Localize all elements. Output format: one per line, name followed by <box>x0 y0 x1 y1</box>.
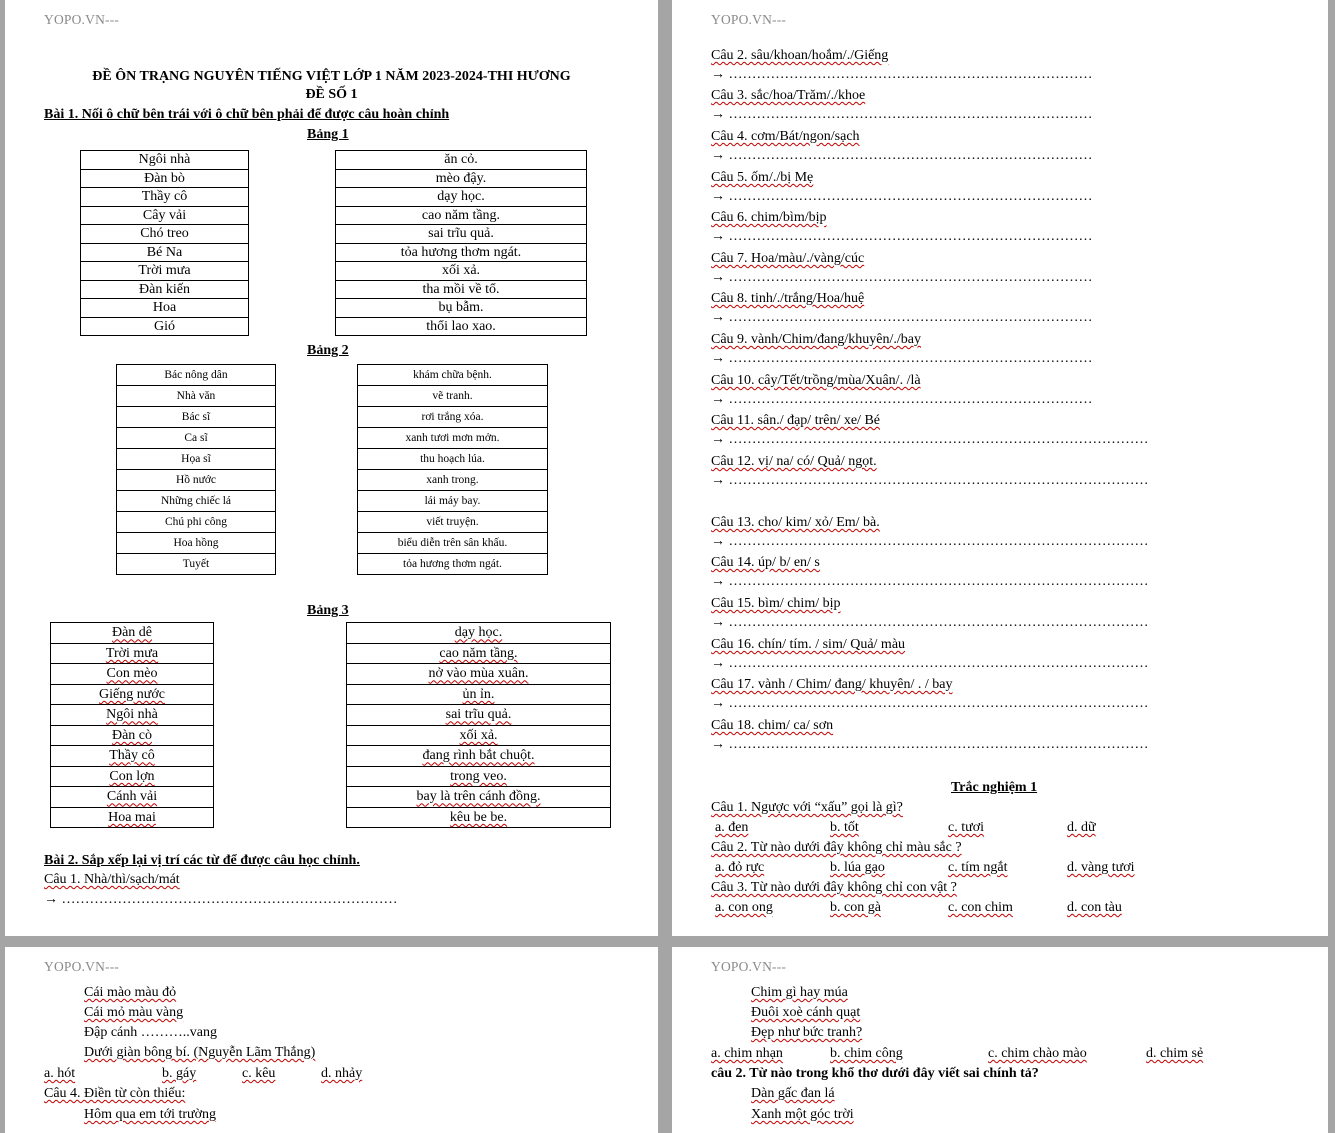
table-row <box>81 243 249 262</box>
table-cell <box>51 807 214 828</box>
table-cell <box>81 206 249 225</box>
table-row <box>358 365 548 386</box>
poem-line: Chim gì hay múa <box>751 985 848 1000</box>
document-page-4 <box>672 947 1328 1133</box>
table-cell <box>336 225 587 244</box>
cell-text: Chú phi công <box>165 516 227 528</box>
table-row <box>336 262 587 281</box>
table-row <box>358 512 548 533</box>
table-row <box>336 151 587 170</box>
question-10: Câu 10. cây/Tết/trồng/mùa/Xuân/. /là <box>711 373 921 388</box>
answer-line: → …………………………………………………………………… <box>711 107 1093 122</box>
table-cell <box>51 746 214 767</box>
table-row <box>81 299 249 318</box>
table-row <box>336 280 587 299</box>
question-4: Câu 4. cơm/Bát/ngon/sạch <box>711 129 860 144</box>
table-row <box>117 428 276 449</box>
answer-line: → ……………………………………………………………………………… <box>711 574 1149 589</box>
cell-text: bụ bẫm. <box>438 300 484 316</box>
quiz-question-3: Câu 3. Từ nào dưới đây không chỉ con vật ? <box>711 880 957 895</box>
table-row <box>358 533 548 554</box>
cell-text: xanh tươi mơn mởn. <box>405 432 500 444</box>
table-row <box>117 512 276 533</box>
table-2-label: Bảng 2 <box>307 343 349 358</box>
table-cell <box>51 787 214 808</box>
document-page-2 <box>672 0 1328 936</box>
table-row <box>51 725 214 746</box>
page-header-watermark: YOPO.VN--- <box>44 12 120 27</box>
table-cell <box>117 554 276 575</box>
quiz-title: Trắc nghiệm 1 <box>951 780 1038 795</box>
table-row <box>51 623 214 644</box>
table-row <box>81 151 249 170</box>
table-cell <box>347 807 611 828</box>
question-17: Câu 17. vành / Chim/ đang/ khuyên/ . / bay <box>711 677 953 692</box>
cell-text: Trời mưa <box>138 263 191 279</box>
page-header-watermark: YOPO.VN--- <box>44 959 120 974</box>
table-row <box>51 746 214 767</box>
quiz-option: c. tươi <box>948 820 984 835</box>
table-cell <box>51 623 214 644</box>
answer-line: → ……………………………………………………………………………… <box>711 656 1149 671</box>
table-row <box>81 169 249 188</box>
question-2: Câu 2. sâu/khoan/hoắm/./Giếng <box>711 48 889 63</box>
table-row <box>81 225 249 244</box>
cell-text: tha mồi về tổ. <box>422 281 500 297</box>
answer-line: → ……………………………………………………………………………… <box>711 737 1149 752</box>
answer-line: → …………………………………………………………………… <box>711 67 1093 82</box>
cell-text: vẽ tranh. <box>432 390 473 402</box>
table-row <box>336 206 587 225</box>
cell-text: Trời mưa <box>105 645 159 661</box>
option-c: c. chim chào mào <box>988 1046 1087 1061</box>
cell-text: Chó treo <box>140 226 189 242</box>
quiz-option: d. vàng tươi <box>1067 860 1135 875</box>
cell-text: Hồ nước <box>175 474 217 486</box>
quiz-question-2: Câu 2. Từ nào dưới đây không chỉ màu sắc ? <box>711 840 962 855</box>
table-row <box>51 705 214 726</box>
table-row <box>358 554 548 575</box>
page-header-watermark: YOPO.VN--- <box>711 959 787 974</box>
table-cell <box>358 554 548 575</box>
cell-text: Đàn dê <box>111 625 153 641</box>
cell-text: thu hoạch lúa. <box>420 453 485 465</box>
table-row <box>117 470 276 491</box>
quiz-option: b. lúa gạo <box>830 860 885 875</box>
poem-line: Đập cánh ………..vang <box>84 1025 217 1040</box>
table-cell <box>336 151 587 170</box>
answer-line: → …………………………………………………………………… <box>711 392 1093 407</box>
table-1-right <box>335 150 587 336</box>
answer-line: → ……………………………………………………………………………… <box>711 534 1149 549</box>
question-16: Câu 16. chín/ tím. / sim/ Quả/ màu <box>711 637 906 652</box>
table-row <box>358 449 548 470</box>
table-cell <box>51 664 214 685</box>
table-row <box>336 299 587 318</box>
cell-text: Gió <box>154 318 175 334</box>
poem-line: Đuôi xoè cánh quạt <box>751 1005 861 1020</box>
cell-text: Đàn bò <box>144 170 185 186</box>
quiz-option: d. con tàu <box>1067 900 1122 915</box>
option-a: a. chim nhạn <box>711 1046 783 1061</box>
table-cell <box>81 151 249 170</box>
table-cell <box>347 664 611 685</box>
cell-text: Nhà văn <box>176 390 216 402</box>
question-18: Câu 18. chim/ ca/ sơn <box>711 718 834 733</box>
quiz-option: c. con chim <box>948 900 1013 915</box>
cell-text: Hoa <box>152 300 177 316</box>
answer-line: → …………………………………………………………………… <box>711 270 1093 285</box>
table-cell <box>358 386 548 407</box>
document-title: ĐỀ ÔN TRẠNG NGUYÊN TIẾNG VIỆT LỚP 1 NĂM 2023-2024-THI HƯƠNG <box>92 69 571 84</box>
table-cell <box>336 243 587 262</box>
cell-text: Con mèo <box>106 666 158 682</box>
table-row <box>81 206 249 225</box>
cell-text: sai trĩu quả. <box>445 707 512 723</box>
table-cell <box>347 766 611 787</box>
cell-text: xối xả. <box>441 263 481 279</box>
table-row <box>117 491 276 512</box>
table-row <box>347 787 611 808</box>
table-cell <box>347 705 611 726</box>
cell-text: sai trĩu quả. <box>428 226 494 242</box>
table-row <box>81 188 249 207</box>
cell-text: biểu diễn trên sân khấu. <box>397 537 508 549</box>
cell-text: Thầy cô <box>109 748 155 764</box>
question-15: Câu 15. bìm/ chim/ bịp <box>711 596 841 611</box>
cell-text: mèo đậy. <box>435 170 487 186</box>
table-row <box>336 243 587 262</box>
cell-text: Giếng nước <box>99 686 165 702</box>
cell-text: Ca sĩ <box>184 432 208 444</box>
table-row <box>117 554 276 575</box>
cell-text: Bác nông dân <box>164 369 228 381</box>
question-11: Câu 11. sân./ đạp/ trên/ xe/ Bé <box>711 413 880 428</box>
cell-text: Đàn cò <box>111 727 153 743</box>
table-cell <box>81 317 249 336</box>
table-3-label: Bảng 3 <box>307 603 349 618</box>
cell-text: Ngôi nhà <box>138 152 191 168</box>
table-3-right <box>346 622 611 828</box>
cell-text: xanh trong. <box>426 474 479 486</box>
cell-text: Con lợn <box>109 768 155 784</box>
option-b: b. gáy <box>162 1066 197 1081</box>
table-cell <box>81 299 249 318</box>
quiz-option: c. tím ngắt <box>948 860 1008 875</box>
cell-text: ăn cỏ. <box>444 152 478 168</box>
table-row <box>51 643 214 664</box>
table-row <box>51 807 214 828</box>
table-cell <box>358 491 548 512</box>
cell-text: Cây vải <box>142 207 187 223</box>
table-row <box>347 807 611 828</box>
table-cell <box>347 725 611 746</box>
table-row <box>347 766 611 787</box>
table-cell <box>117 365 276 386</box>
table-row <box>51 787 214 808</box>
table-row <box>81 262 249 281</box>
cell-text: tỏa hương thơm ngát. <box>400 244 522 260</box>
cell-text: đang rình bắt chuột. <box>422 748 535 764</box>
quiz-option: a. đen <box>715 820 749 835</box>
table-cell <box>336 280 587 299</box>
cell-text: Ngôi nhà <box>106 707 158 723</box>
table-cell <box>117 407 276 428</box>
quiz-option: d. dữ <box>1067 820 1096 835</box>
table-cell <box>117 533 276 554</box>
table-cell <box>358 449 548 470</box>
option-b: b. chim công <box>830 1046 903 1061</box>
answer-line: → ……………………………………………………………………………… <box>711 473 1149 488</box>
table-cell <box>347 746 611 767</box>
table-cell <box>81 280 249 299</box>
table-row <box>81 280 249 299</box>
cell-text: viết truyện. <box>426 516 479 528</box>
table-cell <box>336 188 587 207</box>
question-9: Câu 9. vành/Chim/đang/khuyên/./bay <box>711 332 921 347</box>
question-3: Câu 3. sắc/hoa/Trăm/./khoe <box>711 88 866 103</box>
table-cell <box>347 787 611 808</box>
cell-text: xối xả. <box>459 727 498 743</box>
poem-line: Xanh một góc trời <box>751 1107 854 1122</box>
table-cell <box>358 470 548 491</box>
quiz-option: a. đỏ rực <box>715 860 765 875</box>
answer-line: → …………………………………………………………………… <box>711 351 1093 366</box>
table-cell <box>358 533 548 554</box>
table-cell <box>336 317 587 336</box>
cell-text: kêu be be. <box>449 809 508 825</box>
table-row <box>51 684 214 705</box>
answer-line: → …………………………………………………………………… <box>711 148 1093 163</box>
table-cell <box>336 299 587 318</box>
option-a: a. hót <box>44 1066 76 1081</box>
poem-line: Cái mỏ màu vàng <box>84 1005 184 1020</box>
option-d: d. nhảy <box>321 1066 363 1081</box>
quiz-option: b. tốt <box>830 820 859 835</box>
table-row <box>81 317 249 336</box>
table-cell <box>347 623 611 644</box>
answer-line: → ……………………………………………………………………………… <box>711 432 1149 447</box>
cell-text: Hoa hồng <box>173 537 219 549</box>
cell-text: lái máy bay. <box>424 495 481 507</box>
table-cell <box>51 643 214 664</box>
question-4: Câu 4. Điền từ còn thiếu: <box>44 1086 186 1101</box>
poem-line: Dàn gấc đan lá <box>751 1086 835 1101</box>
table-cell <box>117 428 276 449</box>
cell-text: Bác sĩ <box>181 411 211 423</box>
question-12: Câu 12. vị/ na/ có/ Quả/ ngọt. <box>711 454 877 469</box>
cell-text: khám chữa bệnh. <box>413 369 492 381</box>
cell-text: Tuyết <box>182 558 210 570</box>
cell-text: trong veo. <box>450 768 507 784</box>
table-row <box>347 725 611 746</box>
table-row <box>358 491 548 512</box>
table-cell <box>81 188 249 207</box>
table-cell <box>51 766 214 787</box>
question-13: Câu 13. cho/ kim/ xỏ/ Em/ bà. <box>711 515 880 530</box>
cell-text: Thầy cô <box>141 189 188 205</box>
table-row <box>347 746 611 767</box>
table-row <box>51 664 214 685</box>
table-cell <box>117 512 276 533</box>
table-cell <box>358 512 548 533</box>
poem-line: Hôm qua em tới trường <box>84 1107 217 1122</box>
table-cell <box>51 684 214 705</box>
quiz-question-1: Câu 1. Ngược với “xấu” gọi là gì? <box>711 800 903 815</box>
table-row <box>347 664 611 685</box>
cell-text: ủn ỉn. <box>462 686 495 702</box>
table-cell <box>117 386 276 407</box>
table-cell <box>336 169 587 188</box>
quiz-option: a. con ong <box>715 900 773 915</box>
document-subtitle: ĐỀ SỐ 1 <box>305 87 358 102</box>
answer-line-1: → ……………………………………………………………… <box>44 892 398 907</box>
table-cell <box>336 262 587 281</box>
table-1-label: Bảng 1 <box>307 127 349 142</box>
table-cell <box>81 243 249 262</box>
cell-text: rơi trắng xóa. <box>421 411 484 423</box>
table-row <box>336 225 587 244</box>
question-6: Câu 6. chim/bìm/bịp <box>711 210 827 225</box>
question-14: Câu 14. úp/ b/ en/ s <box>711 555 820 570</box>
exercise-1-heading: Bài 1. Nối ô chữ bên trái với ô chữ bên phải để được câu hoàn chỉnh <box>44 107 450 122</box>
table-row <box>336 169 587 188</box>
cell-text: tỏa hương thơm ngát. <box>403 558 502 570</box>
answer-line: → …………………………………………………………………… <box>711 229 1093 244</box>
table-cell <box>117 449 276 470</box>
table-row <box>358 386 548 407</box>
cell-text: Những chiếc lá <box>160 495 232 507</box>
poem-line: Dưới giàn bông bí. (Nguyễn Lãm Thắng) <box>84 1045 316 1060</box>
exercise-2-heading: Bài 2. Sắp xếp lại vị trí các từ để được câu học chỉnh. <box>44 853 360 868</box>
cell-text: dạy học. <box>437 189 485 205</box>
table-cell <box>81 262 249 281</box>
table-cell <box>81 225 249 244</box>
table-cell <box>358 365 548 386</box>
table-row <box>117 407 276 428</box>
cell-text: cao năm tầng. <box>421 207 501 223</box>
table-cell <box>358 407 548 428</box>
cell-text: Họa sĩ <box>181 453 211 465</box>
answer-line: → ……………………………………………………………………………… <box>711 615 1149 630</box>
cell-text: Đàn kiến <box>139 281 190 297</box>
page-header-watermark: YOPO.VN--- <box>711 12 787 27</box>
table-cell <box>117 470 276 491</box>
table-cell <box>51 725 214 746</box>
document-page-3 <box>5 947 658 1133</box>
table-row <box>117 449 276 470</box>
table-2-left <box>116 364 276 575</box>
poem-line: Đẹp như bức tranh? <box>751 1025 863 1040</box>
question-5: Câu 5. ốm/./bị Mẹ <box>711 170 814 185</box>
question-1: Câu 1. Nhà/thì/sạch/mát <box>44 872 180 887</box>
cell-text: thổi lao xao. <box>426 318 496 334</box>
cell-text: Bé Na <box>146 244 183 260</box>
cell-text: Cánh vải <box>106 789 158 805</box>
table-row <box>358 470 548 491</box>
table-row <box>117 365 276 386</box>
table-row <box>347 623 611 644</box>
cell-text: cao năm tầng. <box>439 645 518 661</box>
cell-text: bay là trên cánh đồng. <box>416 789 541 805</box>
table-3-left <box>50 622 214 828</box>
table-row <box>51 766 214 787</box>
table-row <box>358 407 548 428</box>
table-cell <box>336 206 587 225</box>
question-8: Câu 8. tinh/./trắng/Hoa/huệ <box>711 291 865 306</box>
answer-line: → …………………………………………………………………… <box>711 310 1093 325</box>
table-cell <box>117 491 276 512</box>
table-cell <box>358 428 548 449</box>
poem-line: Cái mào màu đỏ <box>84 985 177 1000</box>
table-row <box>336 188 587 207</box>
answer-line: → …………………………………………………………………… <box>711 189 1093 204</box>
table-row <box>117 533 276 554</box>
table-cell <box>347 684 611 705</box>
answer-line: → ……………………………………………………………………………… <box>711 696 1149 711</box>
table-cell <box>51 705 214 726</box>
table-1-left <box>80 150 249 336</box>
table-row <box>336 317 587 336</box>
question-2: câu 2. Từ nào trong khổ thơ dưới đây viết sai chính tả? <box>711 1066 1039 1081</box>
quiz-option: b. con gà <box>830 900 881 915</box>
table-row <box>347 684 611 705</box>
option-d: d. chim sẻ <box>1146 1046 1204 1061</box>
question-7: Câu 7. Hoa/màu/./vàng/cúc <box>711 251 865 266</box>
cell-text: nở vào mùa xuân. <box>428 666 529 682</box>
table-row <box>347 705 611 726</box>
table-cell <box>81 169 249 188</box>
option-c: c. kêu <box>242 1066 276 1081</box>
table-cell <box>347 643 611 664</box>
table-row <box>358 428 548 449</box>
table-2-right <box>357 364 548 575</box>
document-page-1 <box>5 0 658 936</box>
table-row <box>117 386 276 407</box>
cell-text: dạy học. <box>454 625 503 641</box>
table-row <box>347 643 611 664</box>
cell-text: Hoa mai <box>108 809 156 825</box>
